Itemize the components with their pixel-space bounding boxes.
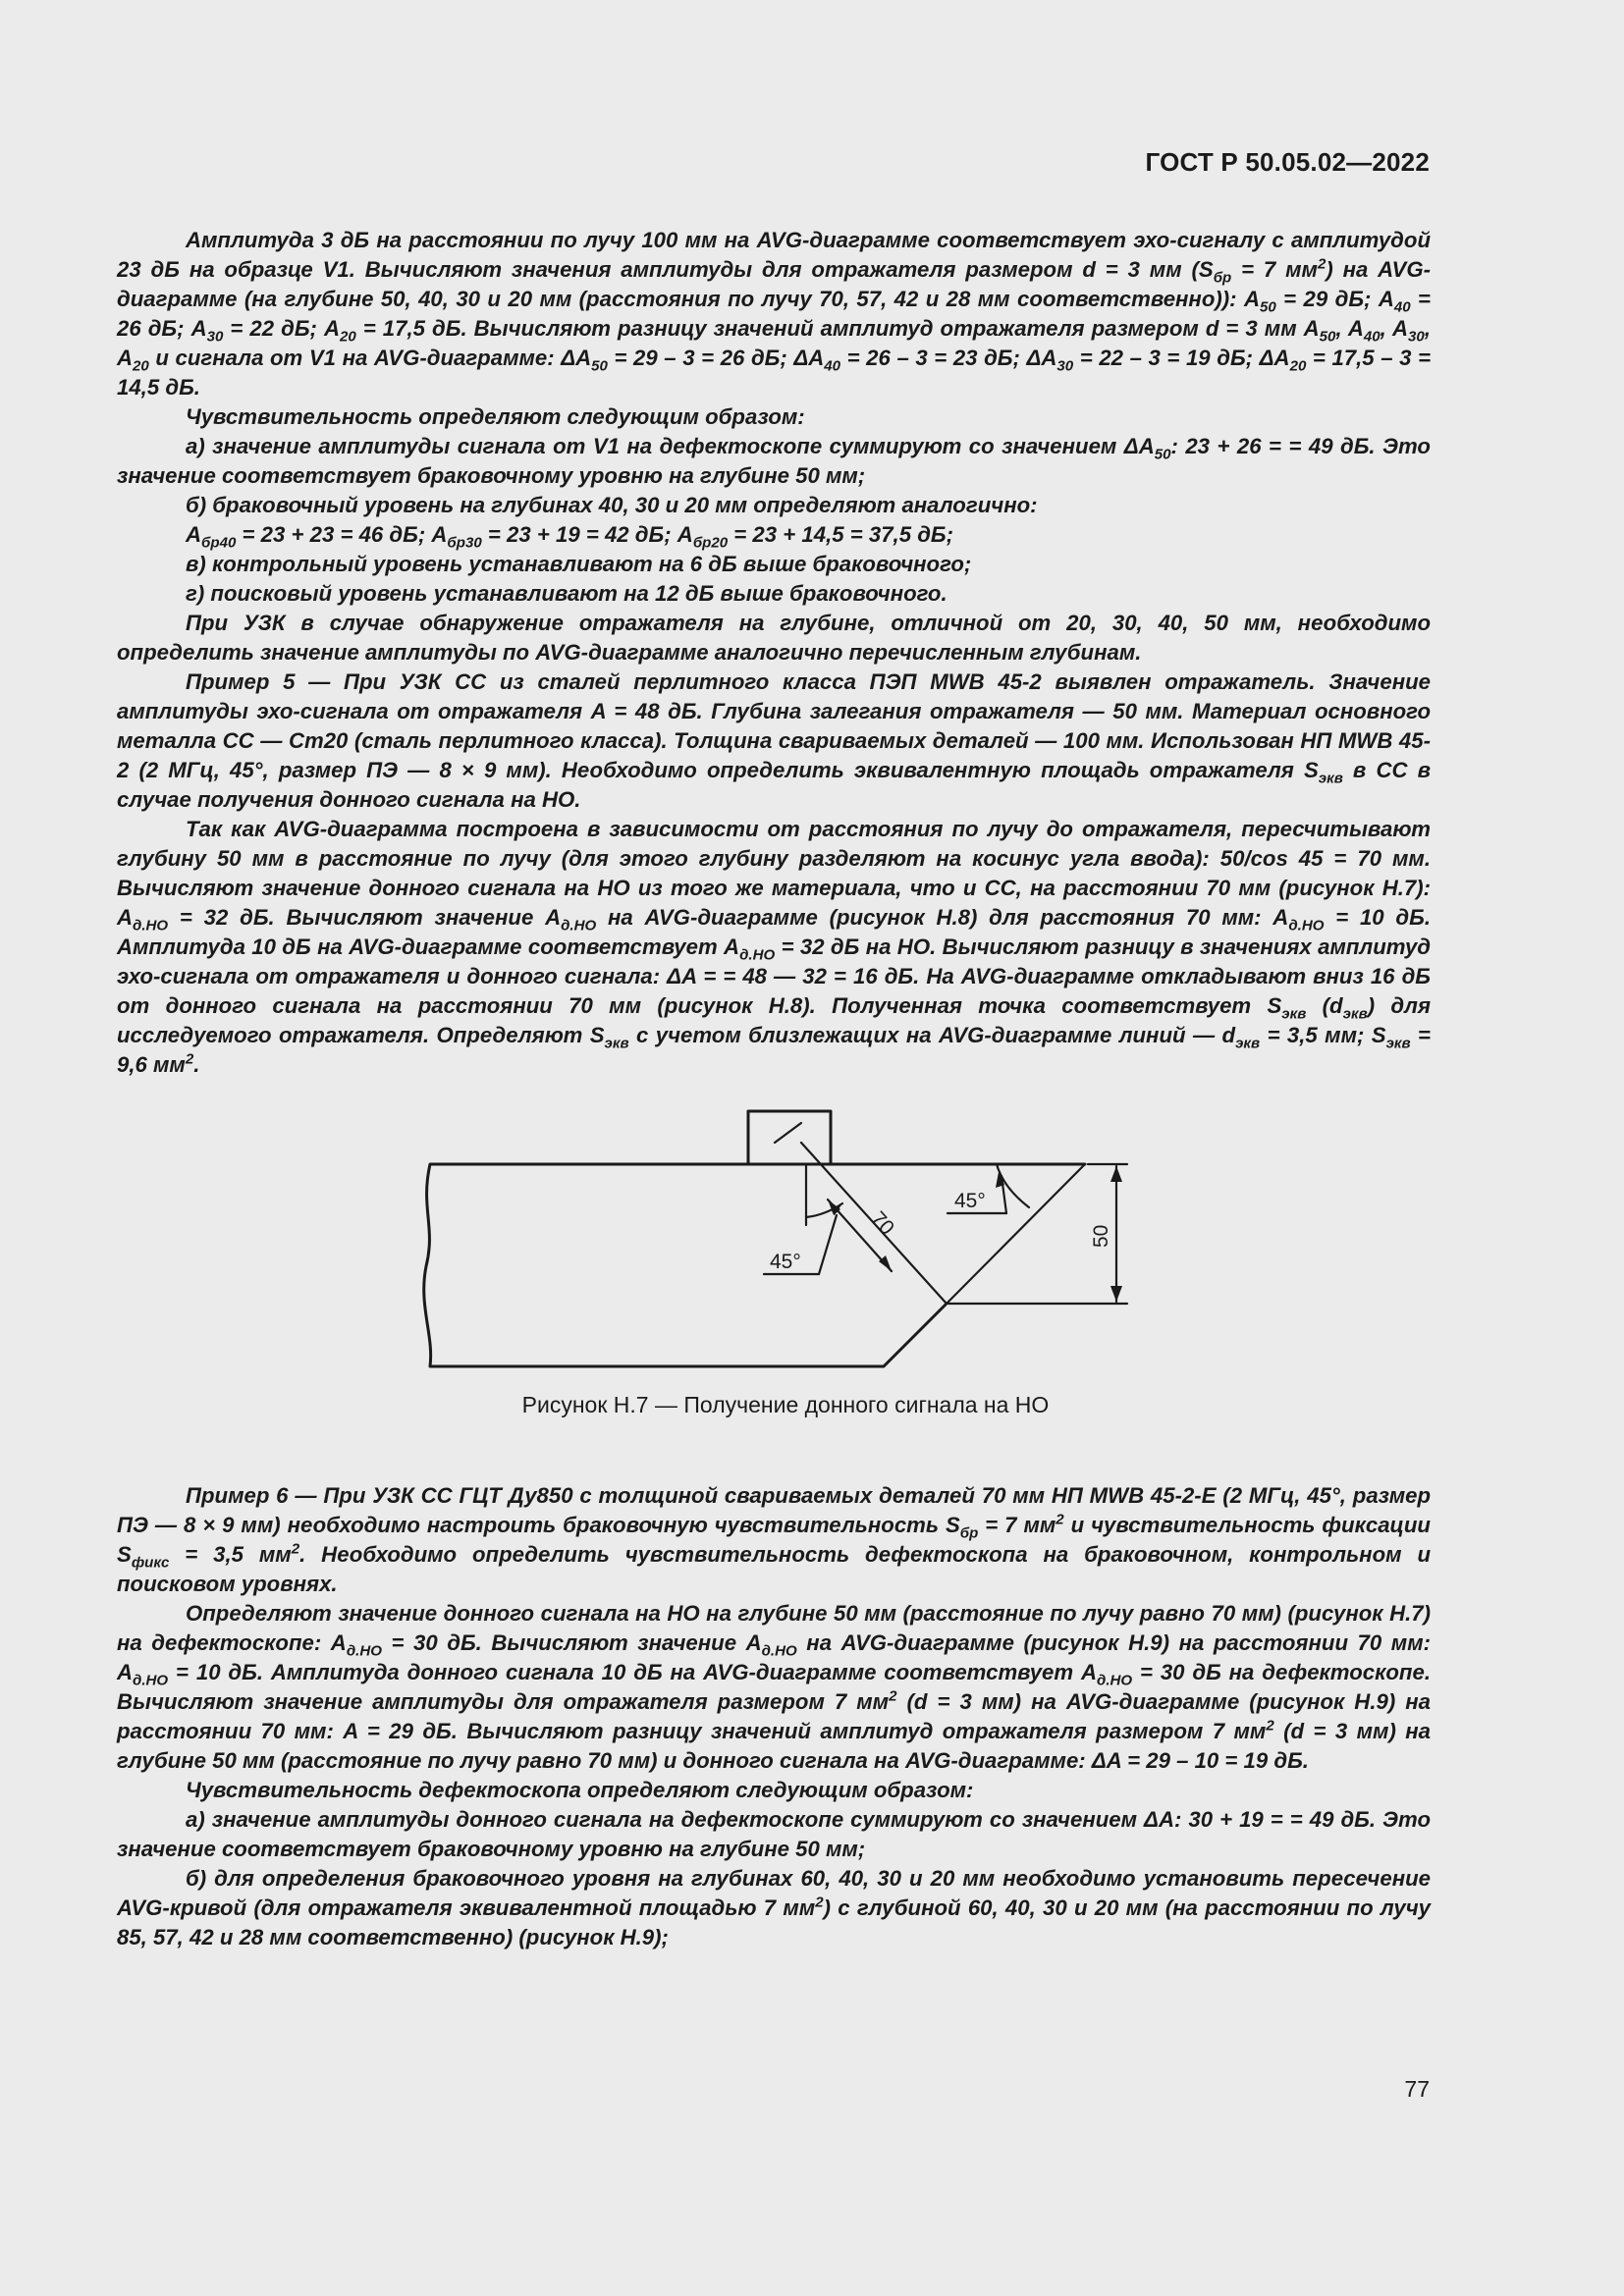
block1-paragraph: Так как AVG-диаграмма построена в зависимости от расстояния по лучу до отражателя, пересчитывают глубину 50 мм в расстояние по лучу (для этого глубину разделяют на косинус угла ввода): 50/cos 45 = 70 мм. Вычисляют значение донного сигнала на НО из того же материала, что и СС, на расстоянии 70 мм (рисунок Н.7): $A_{д.НО} = 32$ дБ. Вычисляют значение $A_{д.НО}$ на AVG-диаграмме (рисунок Н.8) для расстояния 70 мм: $A_{д.НО} = 10$ дБ. Амплитуда 10 дБ на AVG-диаграмме соответствует $A_{д.НО} = 32$ дБ на НО. Вычисляют разницу в значениях амплитуд эхо-сигнала от отражателя и донного сигнала: ΔA = = 48 — 32 = 16 дБ. На AVG-диаграмме откладывают вниз 16 дБ от донного сигнала на расстоянии 70 мм (рисунок Н.8). Полученная точка соответствует $S_{экв}$ $(d_{экв})$ для исследуемого отражателя. Определяют $S_{экв}$ с учетом близлежащих на AVG-диаграмме линий — $d_{экв} = 3,5$ мм; $S_{экв} = 9,6$ $мм^2$. xyxy=(117,817,1432,1077)
block2-paragraph: Пример 6 — При УЗК СС ГЦТ Ду850 с толщиной свариваемых деталей 70 мм НП MWB 45-2-E (2 МГц, 45°, размер ПЭ — 8 × 9 мм) необходимо настроить браковочную чувствительность $S_{бр} = 7$ $мм^2$ и чувствительность фиксации $S_{фикс} = 3,5$ $мм^2$. Необходимо определить чувствительность дефектоскопа на браковочном, контрольном и поисковом уровнях. xyxy=(117,1483,1431,1596)
label-angle-bottom: 45° xyxy=(770,1251,801,1273)
label-angle-top: 45° xyxy=(954,1190,986,1212)
figure-h7-diagram xyxy=(0,1099,1624,1394)
block1-paragraph: г) поисковый уровень устанавливают на 12 дБ выше браковочного. xyxy=(186,581,947,606)
transducer xyxy=(748,1111,831,1164)
text-block-1 xyxy=(117,226,1431,1080)
block1-paragraph: Амплитуда 3 дБ на расстоянии по лучу 100 мм на AVG-диаграмме соответствует эхо-сигналу с амплитудой 23 дБ на образце V1. Вычисляют значения амплитуды для отражателя размером d = 3 мм ($S_{бр} = 7$ $мм^2$) на AVG-диаграмме (на глубине 50, 40, 30 и 20 мм (расстояния по лучу 70, 57, 42 и 28 мм соответственно)): $A_{50} = 29$ дБ; $A_{40} = 26$ дБ; $A_{30} = 22$ дБ; $A_{20} = 17,5$ дБ. Вычисляют разницу значений амплитуд отражателя размером d = 3 мм $A_{50}$, $A_{40}$, $A_{30}$, $A_{20}$ и сигнала от V1 на AVG-диаграмме: $\Delta A_{50} = 29 - 3 = 26$ дБ; $\Delta A_{40} = 26 - 3 = 23$ дБ; $\Delta A_{30} = 22 - 3 = 19$ дБ; $\Delta A_{20} = 17,5 - 3 = 14,5$ дБ. xyxy=(117,228,1432,400)
block1-paragraph: При УЗК в случае обнаружение отражателя на глубине, отличной от 20, 30, 40, 50 мм, необходимо определить значение амплитуды по AVG-диаграмме аналогично перечисленным глубинам. xyxy=(117,611,1431,665)
block2-paragraph: б) для определения браковочного уровня на глубинах 60, 40, 30 и 20 мм необходимо установить пересечение AVG-кривой (для отражателя эквивалентной площадью 7 $мм^2$) с глубиной 60, 40, 30 и 20 мм (на расстоянии по лучу 85, 57, 42 и 28 мм соответственно) (рисунок Н.9); xyxy=(117,1866,1431,1949)
document-header: ГОСТ Р 50.05.02—2022 xyxy=(1145,147,1430,177)
figure-caption: Рисунок Н.7 — Получение донного сигнала на НО xyxy=(521,1392,1050,1417)
block1-paragraph: а) значение амплитуды сигнала от V1 на дефектоскопе суммируют со значением $\Delta A_{50}$: 23 + 26 = = 49 дБ. Это значение соответствует браковочному уровню на глубине 50 мм; xyxy=(117,434,1431,488)
block1-paragraph: б) браковочный уровень на глубинах 40, 30 и 20 мм определяют аналогично: xyxy=(186,493,1038,517)
bevel-line xyxy=(947,1164,1085,1304)
block2-paragraph: Определяют значение донного сигнала на НО на глубине 50 мм (расстояние по лучу равно 70 мм) (рисунок Н.7) на дефектоскопе: $A_{д.НО} = 30$ дБ. Вычисляют значение $A_{д.НО}$ на AVG-диаграмме (рисунок Н.9) на расстоянии 70 мм: $A_{д.НО} = 10$ дБ. Амплитуда донного сигнала 10 дБ на AVG-диаграмме соответствует $A_{д.НО} = 30$ дБ на дефектоскопе. Вычисляют значение амплитуды для отражателя размером 7 $мм^2$ (d = 3 мм) на AVG-диаграмме (рисунок Н.9) на расстоянии 70 мм: A = 29 дБ. Вычисляют разницу значений амплитуд отражателя размером 7 $мм^2$ (d = 3 мм) на глубине 50 мм (расстояние по лучу равно 70 мм) и донного сигнала на AVG-диаграмме: ΔA = 29 – 10 = 19 дБ. xyxy=(117,1601,1432,1773)
page-number: 77 xyxy=(1404,2076,1430,2102)
block1-paragraph: $A_{бр40} = 23 + 23 = 46$ дБ; $A_{бр30} = 23 + 19 = 42$ дБ; $A_{бр20} = 23 + 14,5 = 37,5$ дБ; xyxy=(186,522,954,552)
text-block-2 xyxy=(117,1481,1431,1952)
block1-paragraph: Пример 5 — При УЗК СС из сталей перлитного класса ПЭП MWB 45-2 выявлен отражатель. Значение амплитуды эхо-сигнала от отражателя A = 48 дБ. Глубина залегания отражателя — 50 мм. Материал основного металла СС — Ст20 (сталь перлитного класса). Толщина свариваемых деталей — 100 мм. Использован НП MWB 45-2 (2 МГц, 45°, размер ПЭ — 8 × 9 мм). Необходимо определить эквивалентную площадь отражателя $S_{экв}$ в СС в случае получения донного сигнала на НО. xyxy=(117,669,1432,812)
block1-paragraph: в) контрольный уровень устанавливают на 6 дБ выше браковочного; xyxy=(186,552,972,576)
block1-paragraph: Чувствительность определяют следующим образом: xyxy=(186,404,805,429)
label-beam-path: 70 xyxy=(866,1206,899,1240)
label-depth: 50 xyxy=(1090,1224,1112,1248)
block2-paragraph: Чувствительность дефектоскопа определяют следующим образом: xyxy=(186,1778,974,1802)
block2-paragraph: а) значение амплитуды донного сигнала на дефектоскопе суммируют со значением ΔA: 30 + 19 = = 49 дБ. Это значение соответствует браковочному уровню на глубине 50 мм; xyxy=(117,1807,1431,1861)
